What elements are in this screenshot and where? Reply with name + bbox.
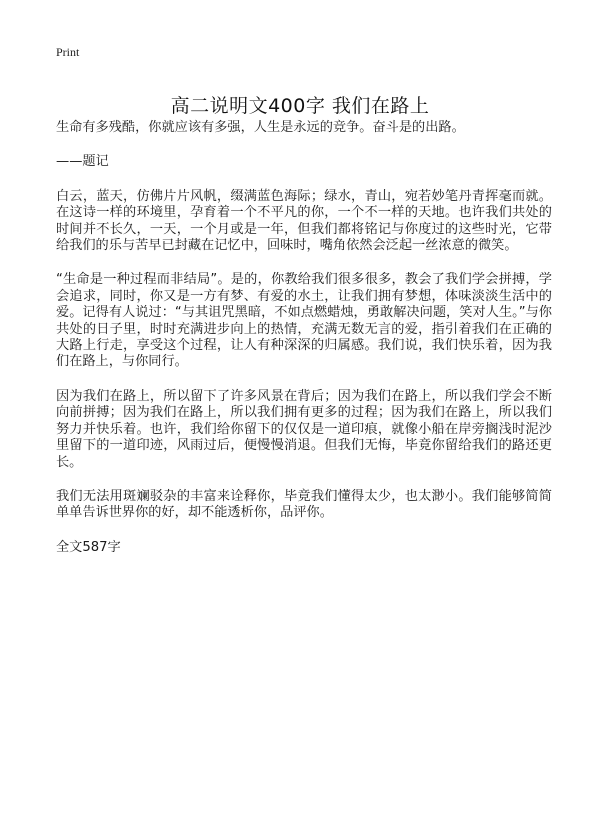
article-body (56, 120, 552, 556)
paragraph-3: 因为我们在路上，所以留下了许多风景在背后；因为我们在路上，所以我们学会不断向前拼搏；因为我们在路上，所以我们拥有更多的过程；因为我们在路上，所以我们努力并快乐着。也许，我们给你留下的仅仅是一道印痕，就像小船在岸旁搁浅时泥沙里留下的一道印迹，风雨过后，便慢慢消退。但我们无悔，毕竟你留给我们的路还更长。 (56, 388, 552, 470)
article-title: 高二说明文400字 我们在路上 (170, 94, 430, 117)
paragraph-2: “生命是一种过程而非结局”。是的，你教给我们很多很多，教会了我们学会拼搏，学会追求，同时，你又是一方有梦、有爱的水土，让我们拥有梦想，体味淡淡生活中的爱。记得有人说过：“与其诅咒黑暗，不如点燃蜡烛，勇敢解决问题，笑对人生。”与你共处的日子里，时时充满进步向上的热情，充满无数无言的爱，指引着我们在正确的大路上行走，享受这个过程，让人有种深深的归属感。我们说，我们快乐着，因为我们在路上，与你同行。 (56, 272, 552, 370)
word-count: 全文587字 (56, 539, 121, 555)
epigraph-attribution: ——题记 (56, 154, 109, 170)
paragraph-4: 我们无法用斑斓驳杂的丰富来诠释你，毕竟我们懂得太少，也太渺小。我们能够简简单单告诉世界你的好，却不能透析你，品评你。 (56, 488, 552, 521)
paragraph-1: 白云，蓝天，仿佛片片风帆，缀满蓝色海际；绿水，青山，宛若妙笔丹青挥毫而就。在这诗一样的环境里，孕育着一个不平凡的你，一个不一样的天地。也许我们共处的时间并不长久，一天，一个月或是一年，但我们都将铭记与你度过的这些时光，它带给我们的乐与苦早已封藏在记忆中，回味时，嘴角依然会泛起一丝浓意的微笑。 (56, 188, 552, 254)
print-link[interactable]: Print (56, 45, 80, 59)
epigraph: 生命有多残酷，你就应该有多强，人生是永远的竞争。奋斗是的出路。 (56, 120, 465, 135)
